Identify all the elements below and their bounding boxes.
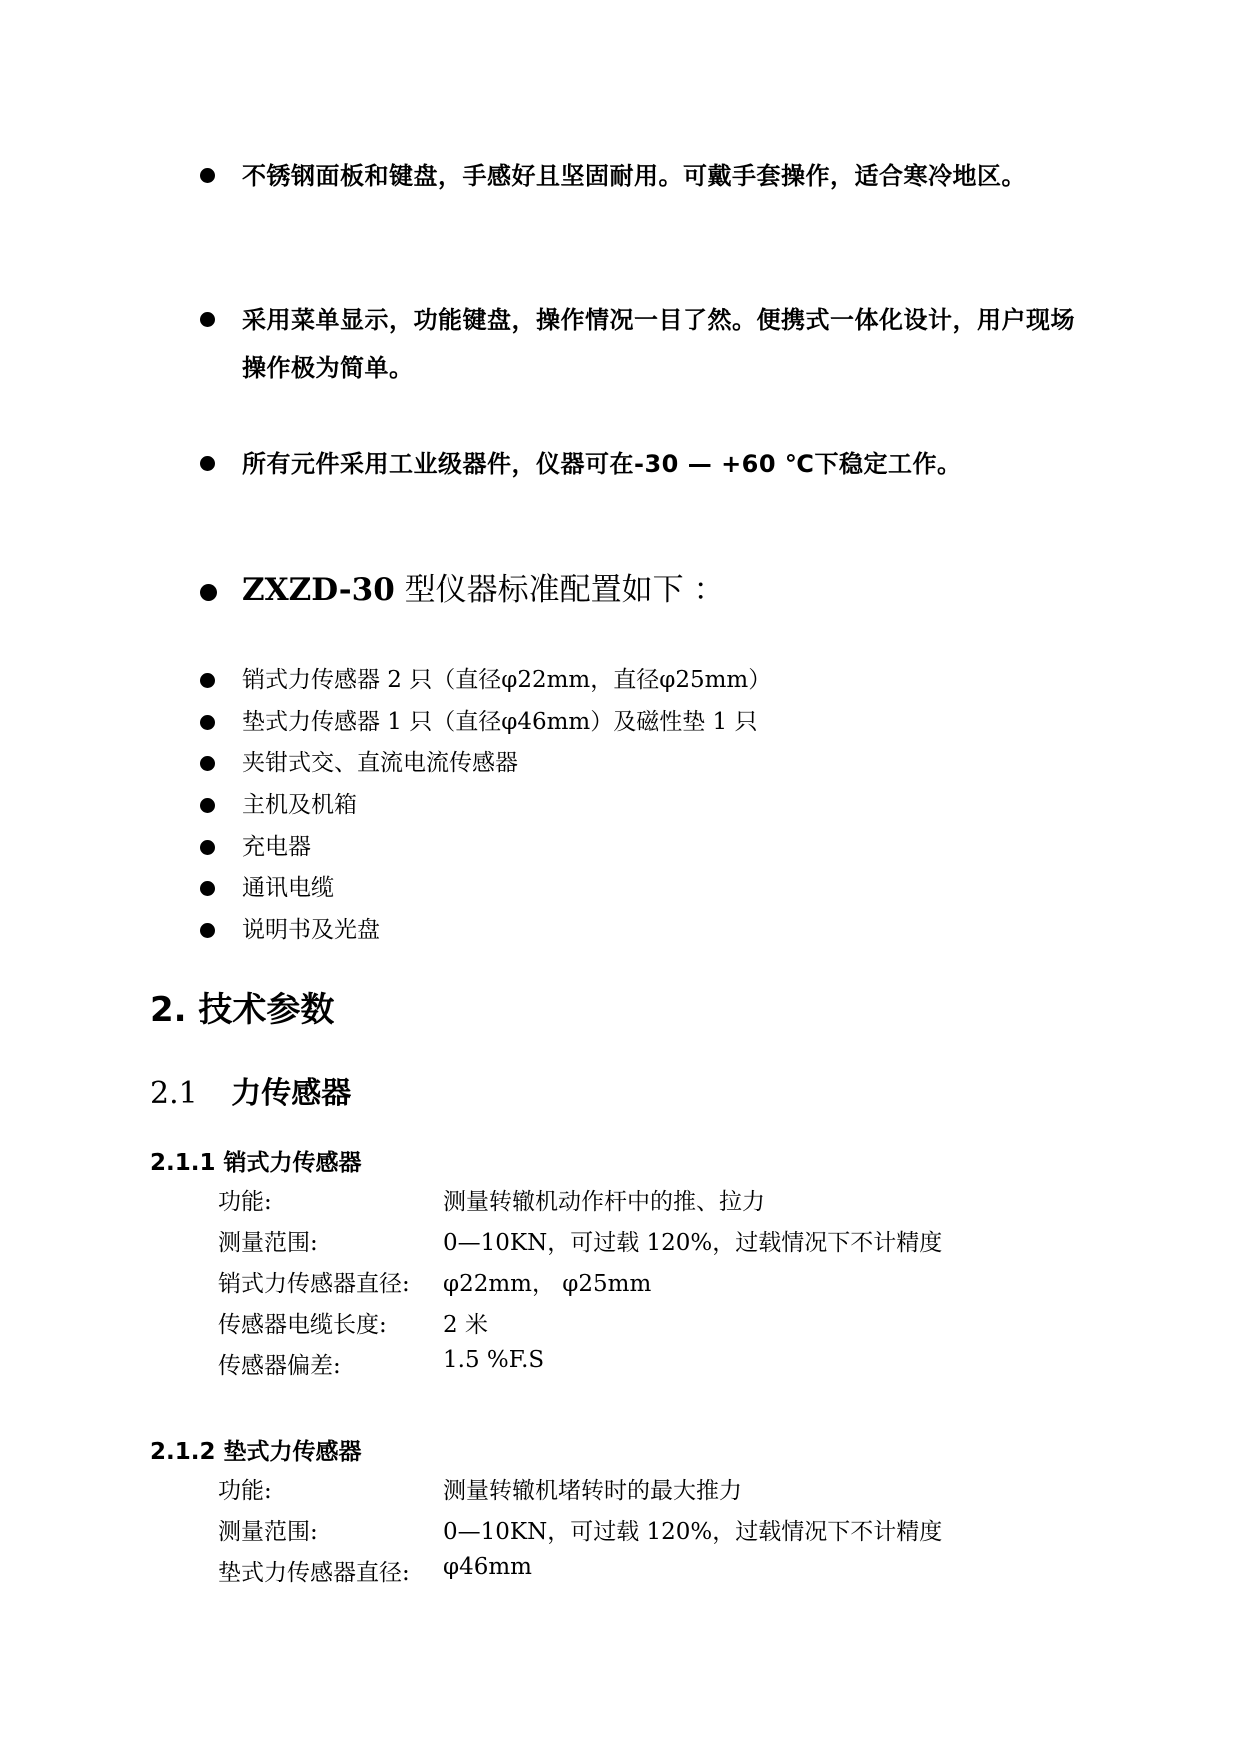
bullet-icon	[200, 584, 217, 601]
feature-item: 所有元件采用工业级器件，仪器可在-30 — +60 ℃下稳定工作。	[242, 450, 962, 478]
config-item: 垫式力传感器 1 只（直径φ46mm）及磁性垫 1 只	[242, 709, 758, 735]
spec-label: 垫式力传感器直径:	[218, 1560, 410, 1586]
bullet-icon	[200, 923, 215, 938]
config-heading	[242, 566, 725, 614]
bullet-icon	[200, 756, 215, 771]
config-heading-text: 型仪器标准配置如下 ：	[404, 572, 725, 608]
spec-label: 测量范围:	[218, 1230, 318, 1256]
spec-label: 功能:	[218, 1189, 272, 1215]
spec-value: 0—10KN，可过载 120%，过载情况下不计精度	[443, 1230, 943, 1256]
spec-label: 传感器偏差:	[218, 1353, 341, 1379]
spec-value: 测量转辙机动作杆中的推、拉力	[443, 1189, 765, 1215]
subsection-title	[150, 1068, 351, 1112]
bullet-icon	[200, 798, 215, 813]
feature-item-continued: 操作极为简单。	[242, 354, 414, 382]
bullet-icon	[200, 456, 215, 471]
section-title: 2. 技术参数	[150, 990, 335, 1030]
spec-value: 测量转辙机堵转时的最大推力	[443, 1478, 742, 1504]
bullet-icon	[200, 168, 215, 183]
feature-item: 不锈钢面板和键盘，手感好且坚固耐用。可戴手套操作，适合寒冷地区。	[242, 162, 1026, 190]
bullet-icon	[200, 881, 215, 896]
config-model: ZXZD-30	[242, 572, 395, 608]
spec-value: 0—10KN，可过载 120%，过载情况下不计精度	[443, 1519, 943, 1545]
config-item: 通讯电缆	[242, 875, 334, 901]
config-item: 夹钳式交、直流电流传感器	[242, 750, 518, 776]
subsubsection-title: 2.1.1 销式力传感器	[150, 1150, 362, 1176]
spec-value: φ22mm， φ25mm	[443, 1271, 652, 1297]
spec-value: φ46mm	[443, 1554, 532, 1580]
spec-label: 销式力传感器直径:	[218, 1271, 410, 1297]
config-item: 充电器	[242, 834, 311, 860]
spec-value: 1.5 %F.S	[443, 1347, 545, 1373]
subsection-number: 2.1	[150, 1076, 198, 1111]
spec-value: 2 米	[443, 1312, 488, 1338]
subsection-label: 力传感器	[231, 1076, 352, 1111]
bullet-icon	[200, 715, 215, 730]
bullet-icon	[200, 312, 215, 327]
spec-label: 传感器电缆长度:	[218, 1312, 387, 1338]
feature-item: 采用菜单显示，功能键盘，操作情况一目了然。便携式一体化设计，用户现场	[242, 306, 1075, 334]
config-item: 销式力传感器 2 只（直径φ22mm，直径φ25mm）	[242, 667, 772, 693]
config-item: 主机及机箱	[242, 792, 357, 818]
config-item: 说明书及光盘	[242, 917, 380, 943]
bullet-icon	[200, 673, 215, 688]
subsubsection-title: 2.1.2 垫式力传感器	[150, 1439, 362, 1465]
bullet-icon	[200, 840, 215, 855]
spec-label: 功能:	[218, 1478, 272, 1504]
spec-label: 测量范围:	[218, 1519, 318, 1545]
